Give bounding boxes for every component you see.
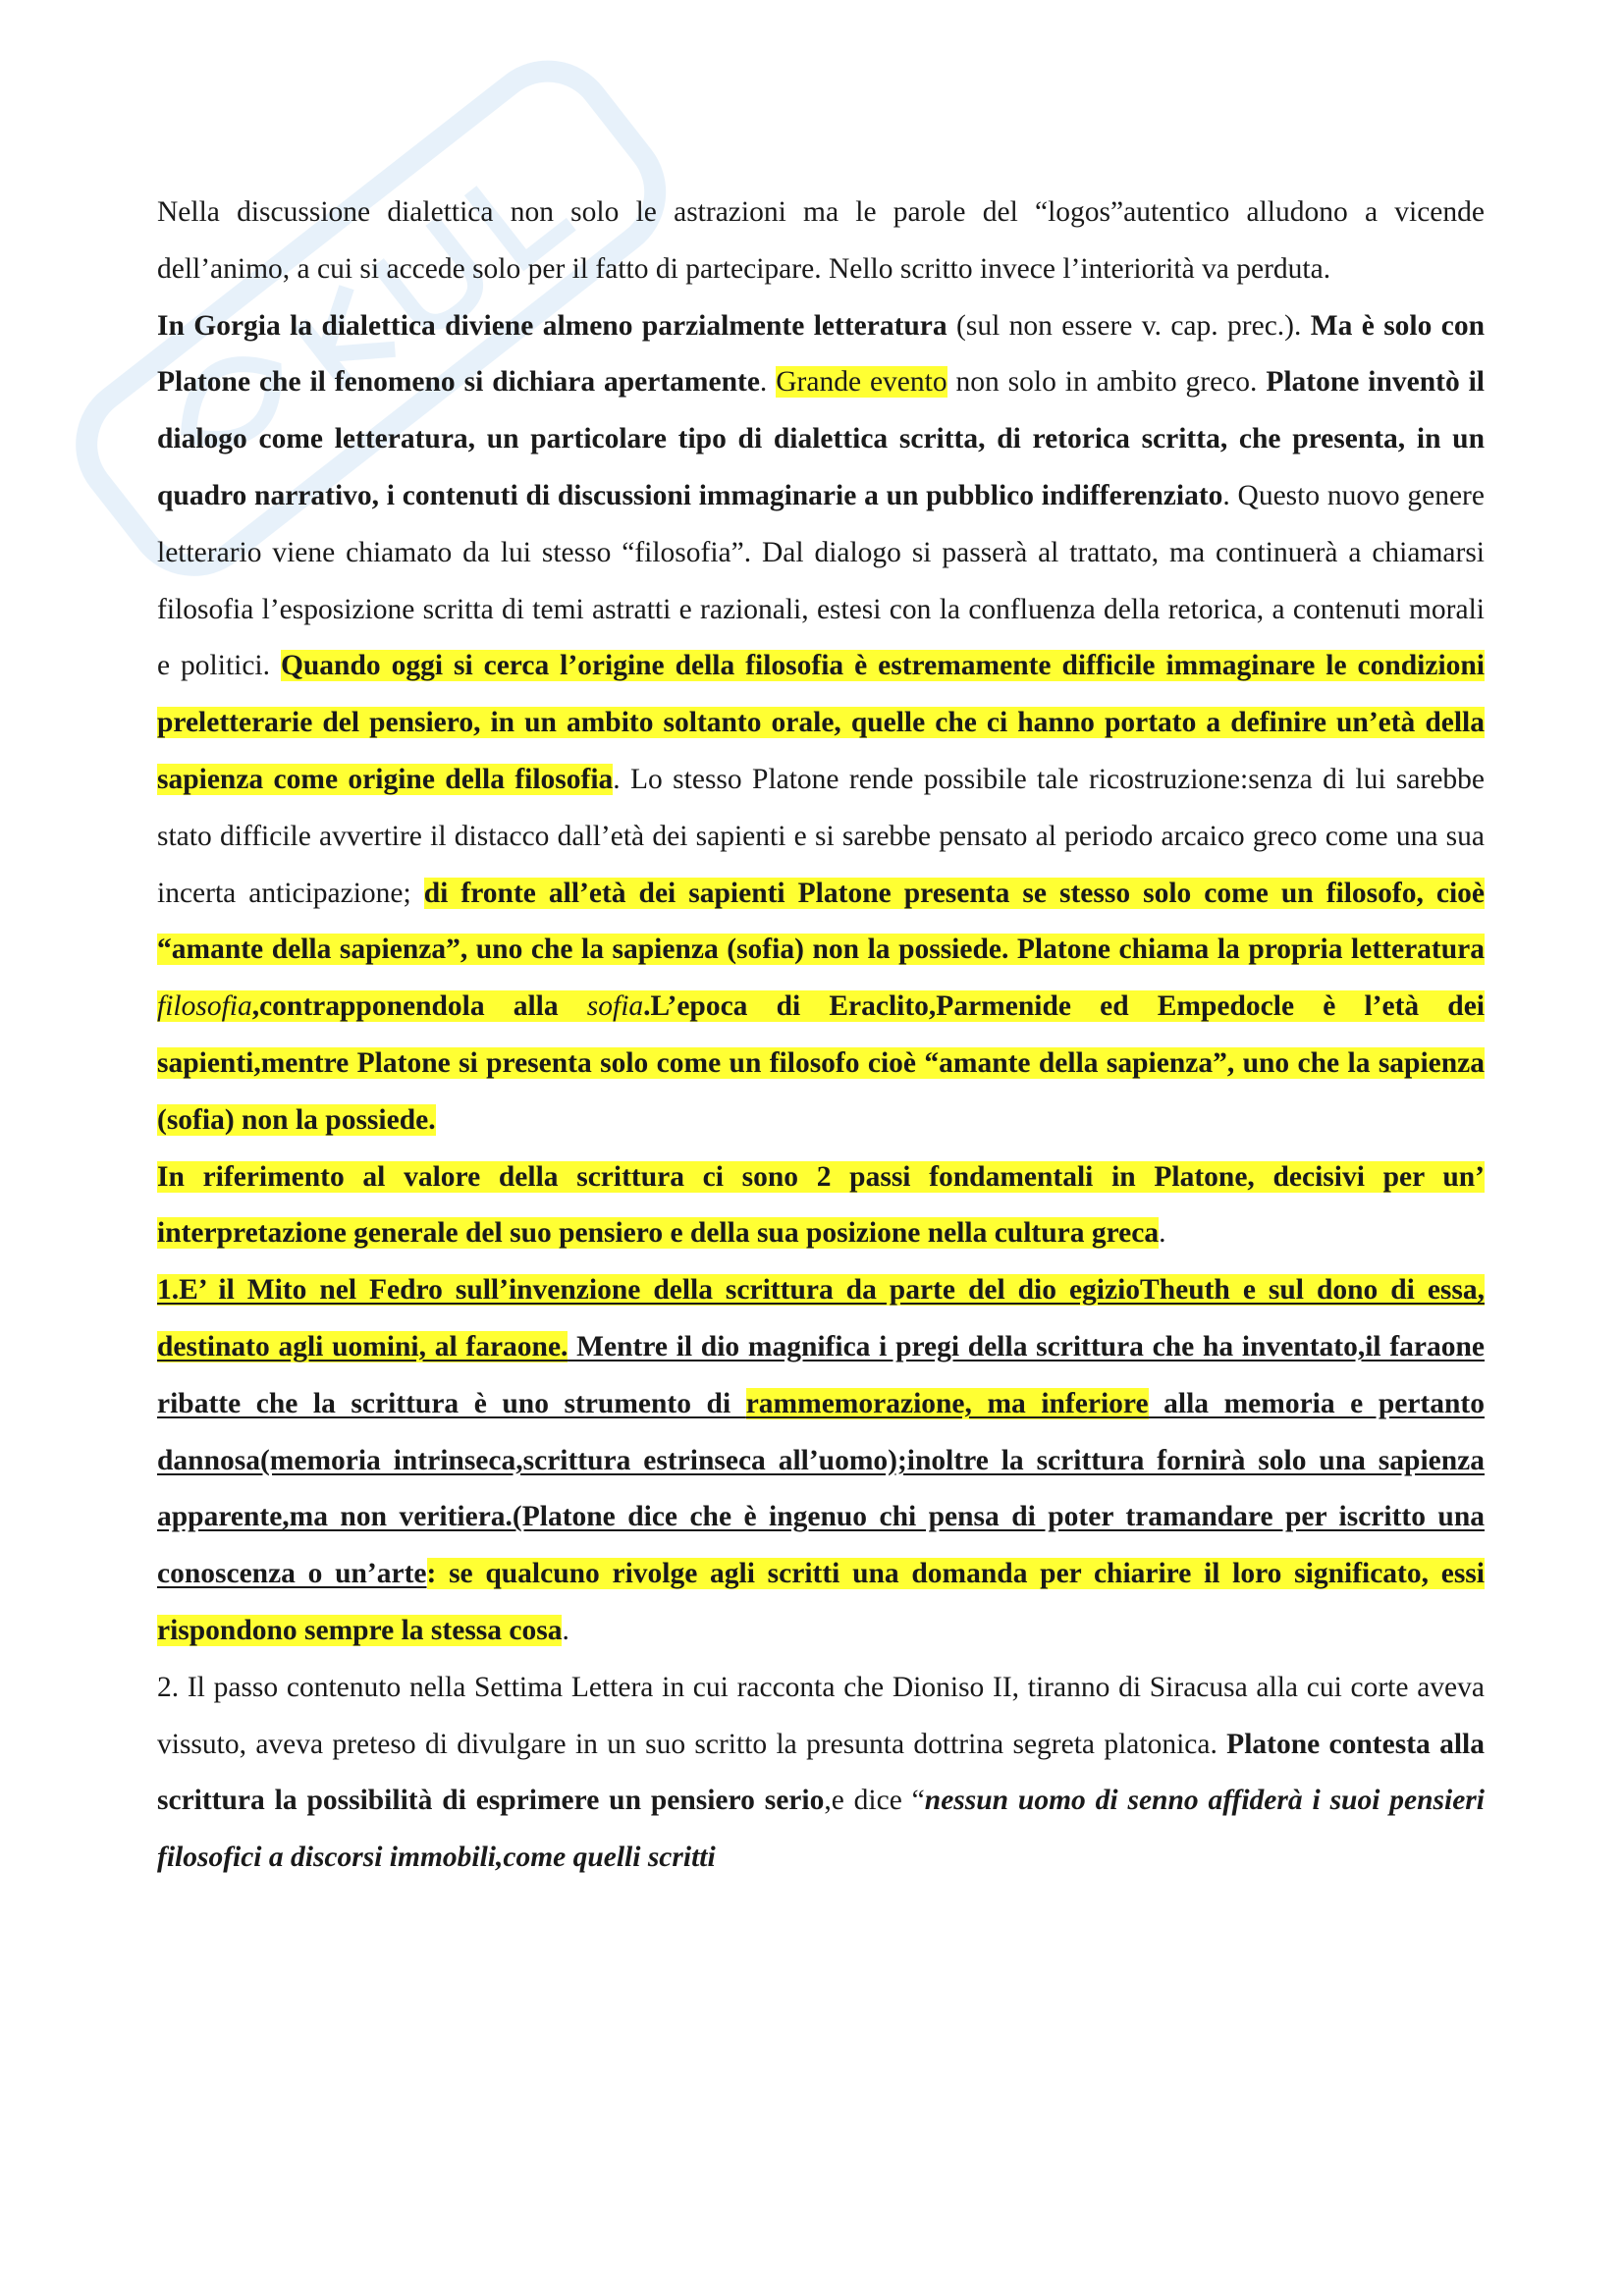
text-run: Mentre il dio magnifica i pregi della scrittura che ha inventato,il faraone ribatte che la scrittura è uno strumento di — [157, 1330, 1486, 1419]
highlighted-text: rammemorazione, ma inferiore — [745, 1387, 1149, 1419]
document-body — [157, 185, 1485, 1887]
text-run: ,e dice “ — [824, 1785, 925, 1817]
text-run: (sul non essere v. cap. prec.). — [947, 309, 1311, 342]
highlighted-text: sofia — [586, 990, 644, 1023]
highlighted-text: 1.E’ il Mito nel Fedro sull’invenzione della scrittura da parte del dio egizioTheuth e sul dono di essa, destinato agli uomini, al faraone. — [157, 1274, 1485, 1362]
text-run: . Lo stesso Platone rende possibile tale ricostruzione:senza di lui sarebbe stato difficile avvertire il distacco dall’età dei sapienti e si sarebbe pensato al periodo arcaico greco come una sua incerta anticipazione; — [157, 763, 1485, 909]
highlighted-text: di fronte all’età dei sapienti Platone presenta se stesso solo come un filosofo, cioè “amante della sapienza”, uno che la sapienza (sofia) non la possiede. Platone chiama la propria letteratura — [157, 877, 1486, 966]
highlighted-text: In riferimento al valore della scrittura ci sono 2 passi fondamentali in Platone, decisivi per un’ interpretazione generale del suo pensiero e della sua posizione nella cultura greca — [157, 1160, 1485, 1250]
paragraph — [157, 1660, 1485, 1887]
paragraph — [157, 298, 1485, 1149]
highlighted-text: .L’epoca di Eraclito,Parmenide ed Empedocle è l’età dei sapienti,mentre Platone si presenta solo come un filosofo cioè “amante della sapienza”, uno che la sapienza (sofia) non la possiede. — [157, 990, 1485, 1136]
paragraph — [157, 185, 1485, 298]
text-run: non solo in ambito greco. — [947, 366, 1267, 399]
text-run: alla memoria e pertanto dannosa(memoria intrinseca,scrittura estrinseca all’uomo);inoltre la scrittura fornirà solo una sapienza apparente,ma non veritiera.(Platone dice che è ingenuo chi pensa di poter tramandare per iscritto una conoscenza o un’arte — [157, 1387, 1485, 1590]
highlighted-text: ,contrapponendola alla — [251, 990, 587, 1023]
text-run: 2. Il passo contenuto nella Settima Lettera in cui racconta che Dioniso II, tiranno di Siracusa alla cui corte aveva vissuto, aveva preteso di divulgare in un suo scritto la presunta dottrina segreta platonica. — [157, 1671, 1485, 1760]
text-run: Platone inventò il dialogo come letteratura, un particolare tipo di dialettica scritta, di retorica scritta, che presenta, in un quadro narrativo, i contenuti di discussioni immaginarie a un pubblico indifferenziato — [157, 366, 1486, 511]
text-run: Platone contesta alla scrittura la possibilità di esprimere un pensiero serio — [157, 1728, 1485, 1817]
highlighted-text: filosofia — [157, 990, 252, 1023]
text-run: . — [759, 366, 777, 399]
text-run: In Gorgia la dialettica diviene almeno parzialmente letteratura — [157, 309, 947, 342]
text-run: Ma è solo con Platone che il fenomeno si dichiara apertamente — [157, 309, 1486, 399]
highlighted-text: Grande evento — [776, 366, 947, 399]
text-run: . — [562, 1614, 569, 1646]
paragraph — [157, 1262, 1485, 1660]
text-run: Nella discussione dialettica non solo le astrazioni ma le parole del “logos”autentico alludono a vicende dell’animo, a cui si accede solo per il fatto di partecipare. Nello scritto invece l’interiorità va perduta. — [157, 196, 1485, 285]
paragraph — [157, 1149, 1485, 1263]
highlighted-text: : se qualcuno rivolge agli scritti una domanda per chiarire il loro significato, essi rispondono sempre la stessa cosa — [157, 1558, 1485, 1646]
highlighted-text: Quando oggi si cerca l’origine della filosofia è estremamente difficile immaginare le condizioni preletterarie del pensiero, in un ambito soltanto orale, quelle che ci hanno portato a definire un’età della sapienza come origine della filosofia — [157, 650, 1485, 795]
text-run: . Questo nuovo genere letterario viene chiamato da lui stesso “filosofia”. Dal dialogo si passerà al trattato, ma continuerà a chiamarsi filosofia l’esposizione scritta di temi astratti e razionali, estesi con la confluenza della retorica, a contenuti morali e politici. — [157, 479, 1485, 682]
text-run: . — [1159, 1217, 1166, 1250]
text-run: nessun uomo di senno affiderà i suoi pensieri filosofici a discorsi immobili,come quelli scritti — [157, 1785, 1485, 1874]
